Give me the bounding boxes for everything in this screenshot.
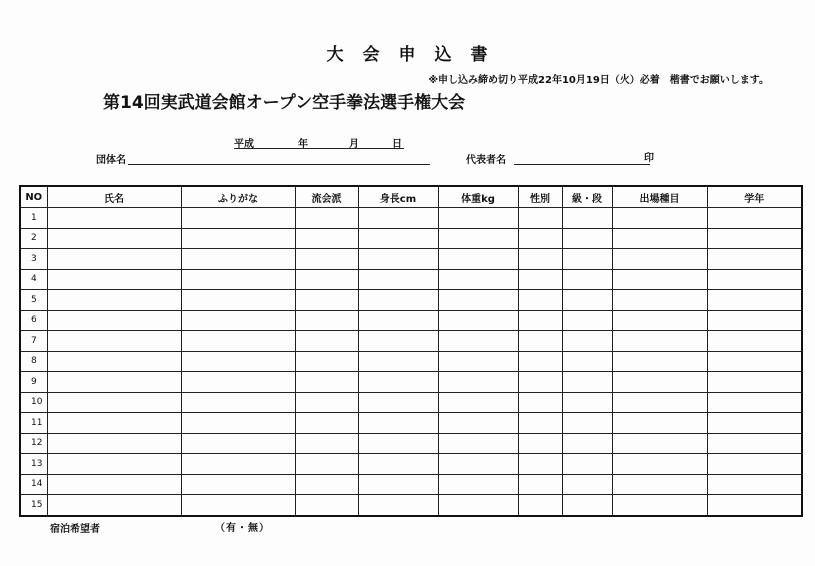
name-cell[interactable] xyxy=(47,392,181,413)
date-month-label: 月 xyxy=(349,139,359,150)
date-field[interactable] xyxy=(234,135,404,149)
rank-cell[interactable] xyxy=(562,331,612,352)
gender-cell[interactable] xyxy=(518,249,562,270)
weight-cell[interactable] xyxy=(438,310,518,331)
gender-cell[interactable] xyxy=(518,351,562,372)
weight-cell[interactable] xyxy=(438,392,518,413)
height-cell[interactable] xyxy=(358,208,438,229)
gender-cell[interactable] xyxy=(518,310,562,331)
furigana-cell[interactable] xyxy=(181,413,295,434)
weight-cell[interactable] xyxy=(438,228,518,249)
row-number: 5 xyxy=(20,290,47,311)
style-cell[interactable] xyxy=(295,372,358,393)
rank-cell[interactable] xyxy=(562,433,612,454)
rank-cell[interactable] xyxy=(562,310,612,331)
table-row xyxy=(20,433,802,454)
table-row xyxy=(20,372,802,393)
event-cell[interactable] xyxy=(612,290,707,311)
name-cell[interactable] xyxy=(47,208,181,229)
event-cell[interactable] xyxy=(612,413,707,434)
row-number: 9 xyxy=(20,372,47,393)
rank-cell[interactable] xyxy=(562,372,612,393)
rank-cell[interactable] xyxy=(562,351,612,372)
event-cell[interactable] xyxy=(612,249,707,270)
style-cell[interactable] xyxy=(295,495,358,516)
grade-cell[interactable] xyxy=(707,228,802,249)
entry-table xyxy=(19,185,803,517)
height-cell[interactable] xyxy=(358,372,438,393)
table-row xyxy=(20,351,802,372)
header-gender: 性別 xyxy=(518,186,562,208)
furigana-cell[interactable] xyxy=(181,228,295,249)
grade-cell[interactable] xyxy=(707,290,802,311)
gender-cell[interactable] xyxy=(518,495,562,516)
header-rank: 級・段 xyxy=(562,186,612,208)
gender-cell[interactable] xyxy=(518,454,562,475)
gender-cell[interactable] xyxy=(518,331,562,352)
table-row xyxy=(20,269,802,290)
row-number: 6 xyxy=(20,310,47,331)
event-cell[interactable] xyxy=(612,351,707,372)
header-furigana: ふりがな xyxy=(181,186,295,208)
event-cell[interactable] xyxy=(612,495,707,516)
gender-cell[interactable] xyxy=(518,208,562,229)
lodging-options[interactable]: （有・無） xyxy=(215,523,270,534)
style-cell[interactable] xyxy=(295,228,358,249)
rank-cell[interactable] xyxy=(562,249,612,270)
rank-cell[interactable] xyxy=(562,495,612,516)
deadline-note: ※申し込み締め切り平成22年10月19日（火）必着 楷書でお願いします。 xyxy=(428,75,769,86)
gender-cell[interactable] xyxy=(518,392,562,413)
table-row xyxy=(20,331,802,352)
row-number: 15 xyxy=(20,495,47,516)
grade-cell[interactable] xyxy=(707,208,802,229)
height-cell[interactable] xyxy=(358,392,438,413)
org-name-field[interactable] xyxy=(128,164,430,165)
event-name: 第14回実武道会館オープン空手拳法選手権大会 xyxy=(103,93,466,113)
furigana-cell[interactable] xyxy=(181,495,295,516)
gender-cell[interactable] xyxy=(518,269,562,290)
height-cell[interactable] xyxy=(358,249,438,270)
furigana-cell[interactable] xyxy=(181,372,295,393)
row-number: 12 xyxy=(20,433,47,454)
style-cell[interactable] xyxy=(295,249,358,270)
table-row xyxy=(20,290,802,311)
rank-cell[interactable] xyxy=(562,413,612,434)
row-number: 10 xyxy=(20,392,47,413)
grade-cell[interactable] xyxy=(707,372,802,393)
style-cell[interactable] xyxy=(295,392,358,413)
gender-cell[interactable] xyxy=(518,433,562,454)
height-cell[interactable] xyxy=(358,331,438,352)
table-row xyxy=(20,413,802,434)
name-cell[interactable] xyxy=(47,228,181,249)
header-no: NO xyxy=(20,186,47,208)
rank-cell[interactable] xyxy=(562,269,612,290)
name-cell[interactable] xyxy=(47,310,181,331)
representative-field[interactable] xyxy=(514,164,650,165)
name-cell[interactable] xyxy=(47,495,181,516)
rank-cell[interactable] xyxy=(562,290,612,311)
grade-cell[interactable] xyxy=(707,310,802,331)
style-cell[interactable] xyxy=(295,474,358,495)
table-row xyxy=(20,454,802,475)
height-cell[interactable] xyxy=(358,474,438,495)
date-era: 平成 xyxy=(234,139,254,150)
weight-cell[interactable] xyxy=(438,290,518,311)
row-number: 11 xyxy=(20,413,47,434)
height-cell[interactable] xyxy=(358,433,438,454)
height-cell[interactable] xyxy=(358,269,438,290)
rank-cell[interactable] xyxy=(562,474,612,495)
header-weight: 体重kg xyxy=(438,186,518,208)
grade-cell[interactable] xyxy=(707,269,802,290)
row-number: 1 xyxy=(20,208,47,229)
header-style: 流会派 xyxy=(295,186,358,208)
weight-cell[interactable] xyxy=(438,331,518,352)
name-cell[interactable] xyxy=(47,433,181,454)
table-header-row xyxy=(20,186,802,208)
style-cell[interactable] xyxy=(295,413,358,434)
weight-cell[interactable] xyxy=(438,269,518,290)
date-day-label: 日 xyxy=(392,139,402,150)
event-cell[interactable] xyxy=(612,228,707,249)
furigana-cell[interactable] xyxy=(181,433,295,454)
name-cell[interactable] xyxy=(47,331,181,352)
header-name: 氏名 xyxy=(47,186,181,208)
weight-cell[interactable] xyxy=(438,249,518,270)
row-number: 3 xyxy=(20,249,47,270)
style-cell[interactable] xyxy=(295,310,358,331)
height-cell[interactable] xyxy=(358,228,438,249)
table-row xyxy=(20,310,802,331)
row-number: 4 xyxy=(20,269,47,290)
furigana-cell[interactable] xyxy=(181,249,295,270)
weight-cell[interactable] xyxy=(438,495,518,516)
row-number: 8 xyxy=(20,351,47,372)
representative-label: 代表者名 xyxy=(466,155,506,166)
furigana-cell[interactable] xyxy=(181,392,295,413)
name-cell[interactable] xyxy=(47,454,181,475)
grade-cell[interactable] xyxy=(707,331,802,352)
header-grade: 学年 xyxy=(707,186,802,208)
name-cell[interactable] xyxy=(47,269,181,290)
event-cell[interactable] xyxy=(612,454,707,475)
event-cell[interactable] xyxy=(612,310,707,331)
name-cell[interactable] xyxy=(47,474,181,495)
name-cell[interactable] xyxy=(47,351,181,372)
weight-cell[interactable] xyxy=(438,433,518,454)
furigana-cell[interactable] xyxy=(181,208,295,229)
furigana-cell[interactable] xyxy=(181,331,295,352)
gender-cell[interactable] xyxy=(518,413,562,434)
gender-cell[interactable] xyxy=(518,372,562,393)
row-number: 2 xyxy=(20,228,47,249)
rank-cell[interactable] xyxy=(562,392,612,413)
header-event: 出場種目 xyxy=(612,186,707,208)
furigana-cell[interactable] xyxy=(181,351,295,372)
gender-cell[interactable] xyxy=(518,474,562,495)
event-cell[interactable] xyxy=(612,269,707,290)
table-row xyxy=(20,249,802,270)
weight-cell[interactable] xyxy=(438,413,518,434)
grade-cell[interactable] xyxy=(707,454,802,475)
event-cell[interactable] xyxy=(612,372,707,393)
grade-cell[interactable] xyxy=(707,495,802,516)
furigana-cell[interactable] xyxy=(181,269,295,290)
table-row xyxy=(20,474,802,495)
date-year-label: 年 xyxy=(298,139,308,150)
grade-cell[interactable] xyxy=(707,249,802,270)
event-cell[interactable] xyxy=(612,392,707,413)
row-number: 13 xyxy=(20,454,47,475)
event-cell[interactable] xyxy=(612,331,707,352)
grade-cell[interactable] xyxy=(707,413,802,434)
height-cell[interactable] xyxy=(358,310,438,331)
style-cell[interactable] xyxy=(295,351,358,372)
style-cell[interactable] xyxy=(295,208,358,229)
style-cell[interactable] xyxy=(295,433,358,454)
name-cell[interactable] xyxy=(47,290,181,311)
gender-cell[interactable] xyxy=(518,228,562,249)
rank-cell[interactable] xyxy=(562,208,612,229)
event-cell[interactable] xyxy=(612,208,707,229)
height-cell[interactable] xyxy=(358,351,438,372)
height-cell[interactable] xyxy=(358,454,438,475)
grade-cell[interactable] xyxy=(707,433,802,454)
lodging-label: 宿泊希望者 xyxy=(50,524,100,535)
height-cell[interactable] xyxy=(358,413,438,434)
table-row xyxy=(20,392,802,413)
furigana-cell[interactable] xyxy=(181,454,295,475)
form-title: 大 会 申 込 書 xyxy=(326,45,489,65)
org-name-label: 団体名 xyxy=(96,155,126,166)
furigana-cell[interactable] xyxy=(181,474,295,495)
weight-cell[interactable] xyxy=(438,208,518,229)
table-row xyxy=(20,228,802,249)
header-height: 身長cm xyxy=(358,186,438,208)
weight-cell[interactable] xyxy=(438,351,518,372)
event-cell[interactable] xyxy=(612,433,707,454)
grade-cell[interactable] xyxy=(707,474,802,495)
name-cell[interactable] xyxy=(47,413,181,434)
rank-cell[interactable] xyxy=(562,228,612,249)
weight-cell[interactable] xyxy=(438,474,518,495)
style-cell[interactable] xyxy=(295,290,358,311)
name-cell[interactable] xyxy=(47,372,181,393)
style-cell[interactable] xyxy=(295,331,358,352)
event-cell[interactable] xyxy=(612,474,707,495)
table-row xyxy=(20,495,802,516)
grade-cell[interactable] xyxy=(707,351,802,372)
weight-cell[interactable] xyxy=(438,454,518,475)
name-cell[interactable] xyxy=(47,249,181,270)
furigana-cell[interactable] xyxy=(181,290,295,311)
gender-cell[interactable] xyxy=(518,290,562,311)
height-cell[interactable] xyxy=(358,290,438,311)
style-cell[interactable] xyxy=(295,269,358,290)
height-cell[interactable] xyxy=(358,495,438,516)
weight-cell[interactable] xyxy=(438,372,518,393)
rank-cell[interactable] xyxy=(562,454,612,475)
row-number: 14 xyxy=(20,474,47,495)
row-number: 7 xyxy=(20,331,47,352)
table-row xyxy=(20,208,802,229)
seal-label: 印 xyxy=(644,153,654,164)
style-cell[interactable] xyxy=(295,454,358,475)
furigana-cell[interactable] xyxy=(181,310,295,331)
grade-cell[interactable] xyxy=(707,392,802,413)
